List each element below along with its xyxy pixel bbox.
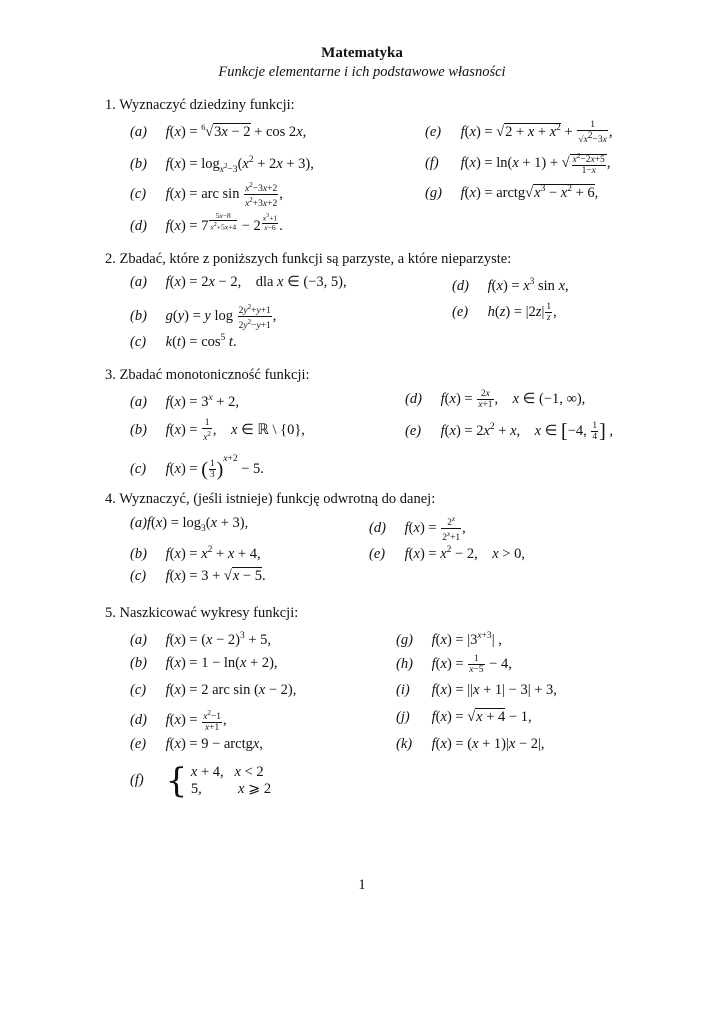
label-e: (e) — [452, 303, 469, 320]
exercise-1g: (g) $f(x) = arctg√x^3 - x^2 + 6$, — [425, 184, 599, 201]
exercise-4a: $(a)f(x) = \log_3(x + 3)$, — [130, 515, 249, 534]
exercise-1d: (d) f(x) = 7 $^{\frac{5x-8}{x^2+5x+4}}$ − 2 $^{\frac{x^3+1}{x-6}}$ . — [130, 211, 283, 234]
section-5-heading: 5. Naszkicować wykresy funkcji: — [105, 605, 299, 621]
label-a: (a) — [130, 515, 147, 531]
exercise-4c: (c) f(x) = 3 + √x − 5. — [130, 568, 266, 584]
label-e: (e) — [369, 545, 386, 562]
exercise-2e: (e) h(z) = |2z| $\frac{1}{z}$ , — [452, 302, 557, 323]
label-c: (c) — [130, 185, 147, 202]
label-d: (d) — [130, 711, 147, 728]
exercise-5j: (j) f(x) = √x + 4 − 1, — [396, 709, 532, 725]
exercise-3d: (d) f(x) = $\frac{2x}{x+1}$ , x ∈ (−1, ∞), — [405, 389, 586, 410]
section-1-heading: 1. Wyznaczyć dziedziny funkcji: — [105, 97, 295, 113]
document-subtitle: Funkcje elementarne i ich podstawowe własności — [218, 64, 506, 80]
exercise-3a: (a) $f(x) = 3^x + 2$, — [130, 393, 239, 410]
label-d: (d) — [369, 519, 386, 536]
label-b: (b) — [130, 155, 147, 172]
section-2-heading: 2. Zbadać, które z poniższych funkcji są parzyste, a które nieparzyste: — [105, 251, 512, 267]
exercise-5f: (f) { x + 4, x < 2 5, x ⩾ 2 — [130, 761, 272, 801]
label-c: (c) — [130, 682, 147, 698]
label-a: (a) — [130, 393, 147, 410]
label-f: (f) — [130, 772, 144, 789]
label-e: (e) — [130, 736, 147, 752]
section-4-heading: 4. Wyznaczyć, (jeśli istnieje) funkcję odwrotną do danej: — [105, 491, 436, 507]
exercise-4b: (b) $f(x) = x^2 + x + 4$, — [130, 545, 261, 562]
label-e: (e) — [425, 123, 442, 140]
label-e: (e) — [405, 422, 422, 439]
label-c: (c) — [130, 568, 147, 584]
exercise-3b: (b) f(x) = $\frac{1}{x^2}$ , x ∈ ℝ \ {0}, — [130, 418, 305, 444]
label-d: (d) — [452, 277, 469, 294]
exercise-5c: (c) f(x) = 2 arc sin (x − 2), — [130, 682, 297, 698]
exercise-2c: (c) $k(t) = \cos^5 t$. — [130, 333, 237, 350]
document-title: Matematyka — [321, 45, 403, 61]
exercise-1c: (c) f(x) = arc sin $\frac{x^2-3x+2}{x^2+3x+2}$ , — [130, 181, 283, 210]
exercise-1f: (f) f(x) = ln(x + 1) + √ $\frac{x^2-2x+5}{1-x}$ , — [425, 152, 611, 177]
exercise-4d: (d) f(x) = $\frac{2^x}{2^x+1}$ , — [369, 515, 466, 544]
label-k: (k) — [396, 736, 413, 752]
exercise-3e: (e) $f(x) = 2x^2 + x$, x ∈ [−4, $\frac{1}{4}$ ] , — [405, 420, 613, 443]
label-a: (a) — [130, 274, 147, 290]
exercise-3c: (c) f(x) = ( $\frac{1}{3}$ )$^{x+2}$ − 5. — [130, 454, 264, 481]
exercise-5e: (e) f(x) = 9 − arctgx, — [130, 736, 263, 752]
label-d: (d) — [130, 217, 147, 234]
exercise-1e: (e) $f(x) = √2 + x + x^2$ + $\frac{1}{√x^2-3x}$ , — [425, 119, 613, 146]
page-number: 1 — [358, 877, 366, 893]
exercise-2a: (a) f(x) = 2x − 2, dla x ∈ (−3, 5), — [130, 274, 347, 290]
label-c: (c) — [130, 461, 147, 477]
label-f: (f) — [425, 154, 439, 171]
exercise-5g: (g) $f(x) = |3^{x+3}|$ , — [396, 631, 502, 648]
exercise-5d: (d) f(x) = $\frac{x^2-1}{x+1}$ , — [130, 709, 227, 734]
exercise-1a: (a) f(x) = $^6$√3x − 2 + cos 2x, — [130, 123, 307, 140]
label-a: (a) — [130, 631, 147, 648]
exercise-5h: (h) f(x) = $\frac{1}{x-5}$ − 4, — [396, 654, 512, 675]
label-h: (h) — [396, 655, 413, 672]
exercise-5i: (i) f(x) = ||x + 1| − 3| + 3, — [396, 682, 557, 698]
label-j: (j) — [396, 709, 410, 725]
label-g: (g) — [425, 184, 442, 201]
exercise-5a: (a) $f(x) = (x - 2)^3 + 5$, — [130, 631, 272, 648]
exercise-2d: (d) $f(x) = x^3$ sin x, — [452, 277, 569, 294]
exercise-5k: (k) f(x) = (x + 1)|x − 2|, — [396, 736, 545, 752]
label-b: (b) — [130, 655, 147, 671]
exercise-4e: (e) $f(x) = x^2 - 2$, x > 0, — [369, 545, 525, 562]
label-d: (d) — [405, 390, 422, 407]
exercise-1b: (b) $f(x) = \log_{x^2-3}(x^2 + 2x + 3)$, — [130, 155, 314, 175]
exercise-2b: (b) g(y) = y log $\frac{2y^2+y+1}{2y^2-y+1}$ , — [130, 303, 277, 332]
label-i: (i) — [396, 682, 410, 698]
section-3-heading: 3. Zbadać monotoniczność funkcji: — [105, 367, 310, 383]
label-b: (b) — [130, 307, 147, 324]
exercise-5b: (b) f(x) = 1 − ln(x + 2), — [130, 655, 278, 671]
label-a: (a) — [130, 123, 147, 140]
label-g: (g) — [396, 631, 413, 648]
label-b: (b) — [130, 545, 147, 562]
label-c: (c) — [130, 333, 147, 350]
label-b: (b) — [130, 421, 147, 438]
